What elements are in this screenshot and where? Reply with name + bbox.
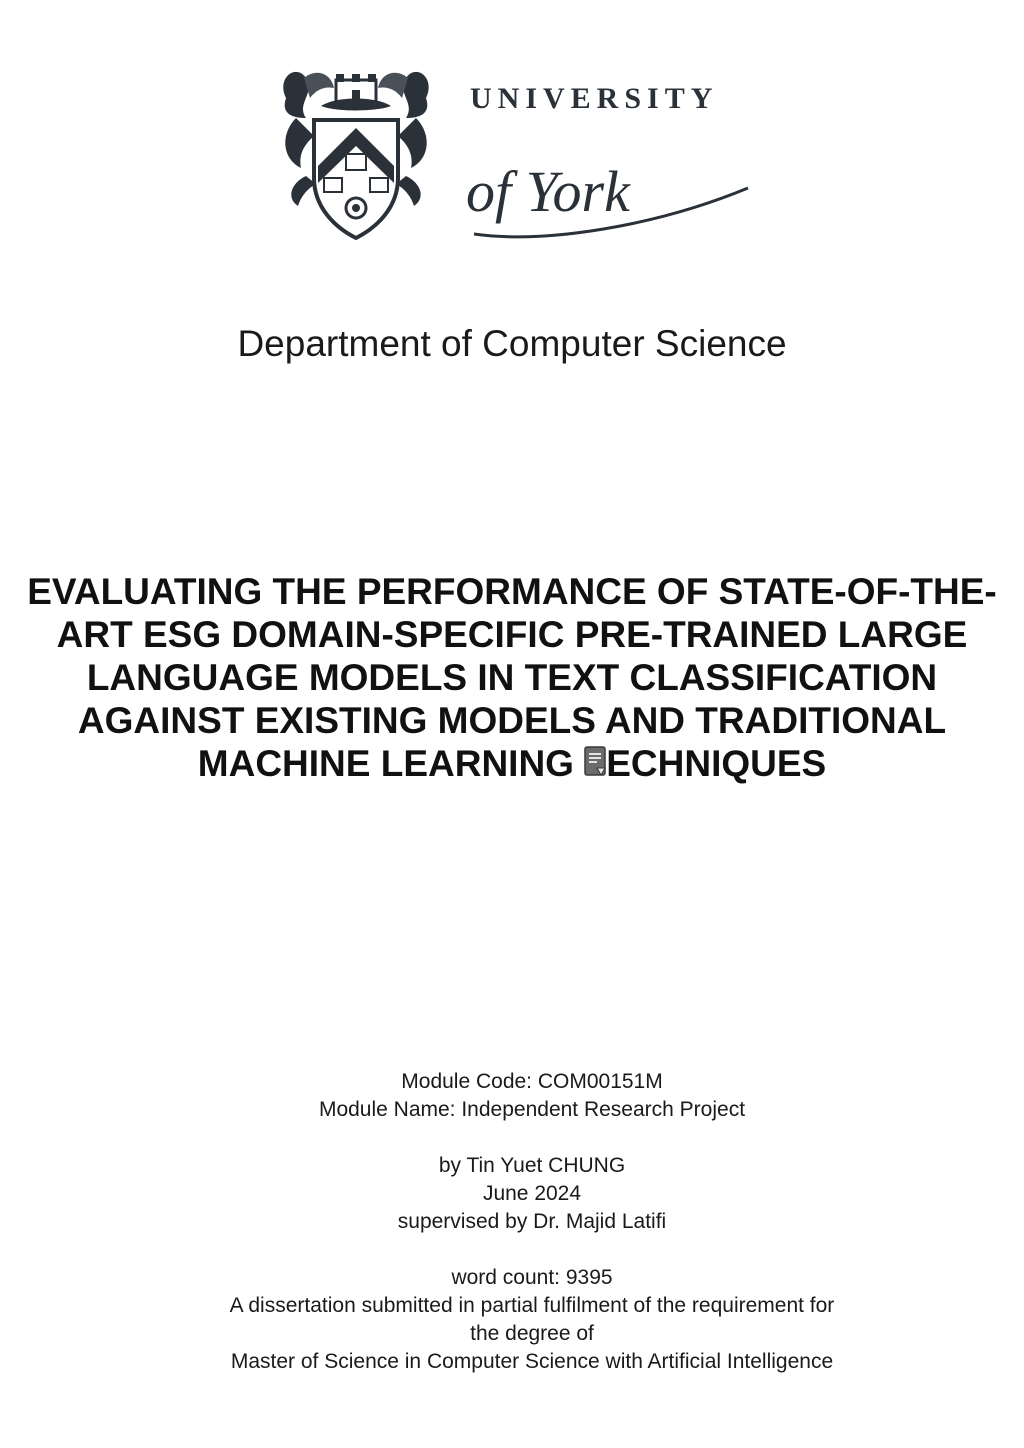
title-line-suffix: ECHNIQUES <box>606 743 827 784</box>
submission-statement: A dissertation submitted in partial fulfilment of the requirement for <box>229 1294 835 1317</box>
title-line <box>10 742 1014 785</box>
submission-statement: the degree of <box>470 1322 594 1345</box>
university-crest-icon <box>276 58 436 248</box>
module-name: Module Name: Independent Research Project <box>318 1098 746 1121</box>
svg-text:of York: of York <box>466 159 630 224</box>
wordmark-of-york <box>466 116 756 246</box>
dissertation-title <box>10 570 1014 785</box>
module-code: Module Code: COM00151M <box>401 1070 663 1093</box>
degree-name: Master of Science in Computer Science with Artificial Intelligence <box>230 1350 834 1373</box>
department-name: Department of Computer Science <box>237 323 787 364</box>
title-line: LANGUAGE MODELS IN TEXT CLASSIFICATION <box>86 657 938 698</box>
title-line-prefix: MACHINE LEARNING <box>197 743 585 784</box>
university-logo <box>276 58 756 248</box>
submission-info <box>40 1068 1024 1376</box>
wordmark-university: UNIVERSITY <box>470 82 719 115</box>
supervisor-name: supervised by Dr. Majid Latifi <box>397 1210 667 1233</box>
title-line: ART ESG DOMAIN-SPECIFIC PRE-TRAINED LARGE <box>56 614 968 655</box>
document-icon[interactable] <box>584 746 606 778</box>
submission-date: June 2024 <box>482 1182 582 1205</box>
word-count: word count: 9395 <box>451 1266 613 1289</box>
author-name: by Tin Yuet CHUNG <box>438 1154 626 1177</box>
title-line: AGAINST EXISTING MODELS AND TRADITIONAL <box>77 700 947 741</box>
title-line: EVALUATING THE PERFORMANCE OF STATE-OF-THE- <box>27 571 997 612</box>
